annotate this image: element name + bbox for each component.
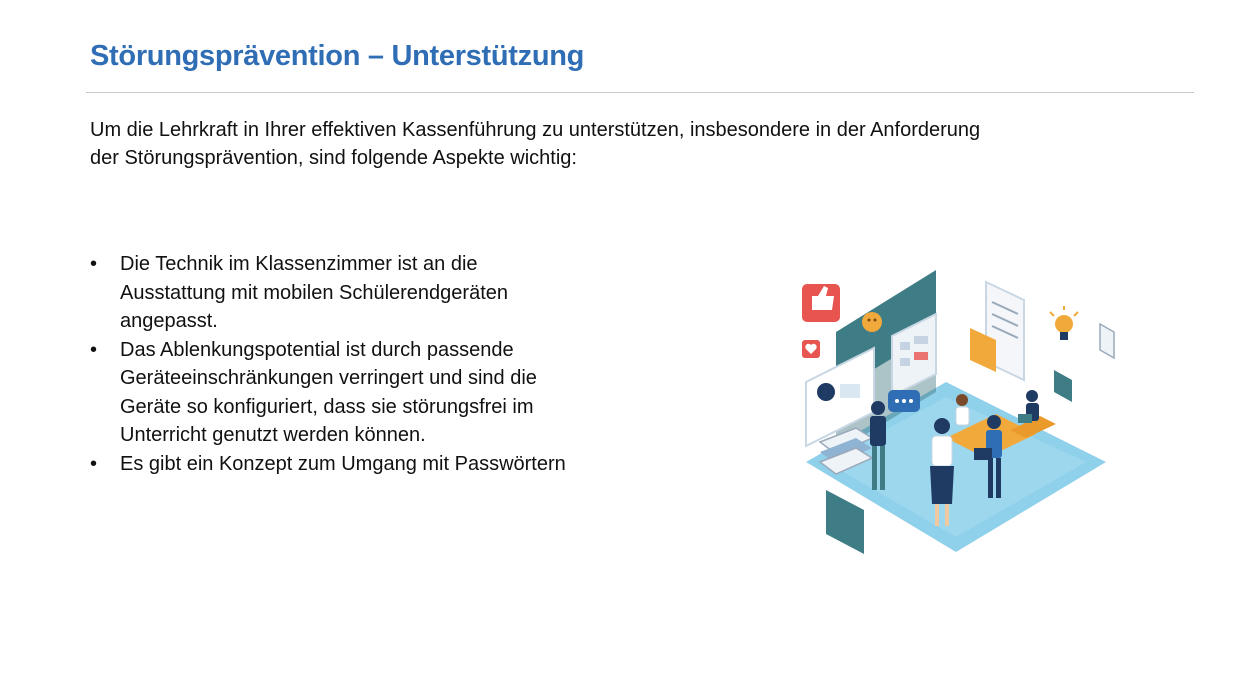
bullet-line: Unterricht genutzt werden können. bbox=[120, 424, 426, 446]
person-sitting bbox=[1018, 390, 1039, 423]
decor-square bbox=[1054, 370, 1072, 402]
bulb-ray bbox=[1050, 312, 1054, 316]
classroom-illustration-icon bbox=[796, 262, 1126, 562]
bullet-line: Das Ablenkungspotential ist durch passende bbox=[120, 338, 514, 361]
bullet-line: Ausstattung mit mobilen Schülerendgeräten bbox=[120, 281, 509, 304]
bullet-line: Geräte so konfiguriert, dass sie störungsfrei im bbox=[120, 395, 534, 418]
screen-block bbox=[914, 336, 928, 344]
bullet-item bbox=[90, 450, 650, 479]
chat-dot bbox=[909, 399, 913, 403]
intro-line: Um die Lehrkraft in Ihrer effektiven Kassenführung zu unterstützen, insbesondere in der Anforderung bbox=[90, 119, 981, 141]
bullet-line: Es gibt ein Konzept zum Umgang mit Passwörtern bbox=[120, 452, 566, 475]
bullet-list bbox=[90, 250, 650, 478]
person-sitting bbox=[956, 394, 969, 425]
bulb-ray bbox=[1074, 312, 1078, 316]
bullet-item bbox=[90, 250, 650, 336]
intro-line: der Störungsprävention, sind folgende Aspekte wichtig: bbox=[90, 147, 577, 169]
screen-block bbox=[900, 342, 910, 350]
decor-square bbox=[826, 490, 864, 554]
bullet-point-icon: • bbox=[90, 338, 98, 361]
title-divider bbox=[86, 92, 1194, 93]
bullet-line: Geräteeinschränkungen verringert und sind die bbox=[120, 367, 537, 389]
screen-block bbox=[900, 358, 910, 366]
chat-dot bbox=[895, 399, 899, 403]
chat-dot bbox=[902, 399, 906, 403]
board-screen bbox=[840, 384, 860, 398]
bullet-line: Die Technik im Klassenzimmer ist an die bbox=[120, 253, 478, 275]
bullet-point-icon: • bbox=[90, 452, 98, 475]
small-document-icon bbox=[1100, 324, 1114, 358]
board-person bbox=[817, 383, 835, 401]
lightbulb-icon bbox=[1055, 315, 1073, 333]
screen-block bbox=[914, 352, 928, 360]
bullet-item bbox=[90, 336, 650, 450]
bulb-base bbox=[1060, 332, 1068, 340]
bullet-point-icon: • bbox=[90, 253, 98, 275]
bullet-line: angepasst. bbox=[120, 310, 218, 332]
smiley-eye bbox=[874, 319, 877, 322]
slide-title: Störungsprävention – Unterstützung bbox=[90, 40, 585, 72]
smiley-icon bbox=[862, 312, 882, 332]
smiley-eye bbox=[868, 319, 871, 322]
intro-text bbox=[90, 116, 1090, 172]
